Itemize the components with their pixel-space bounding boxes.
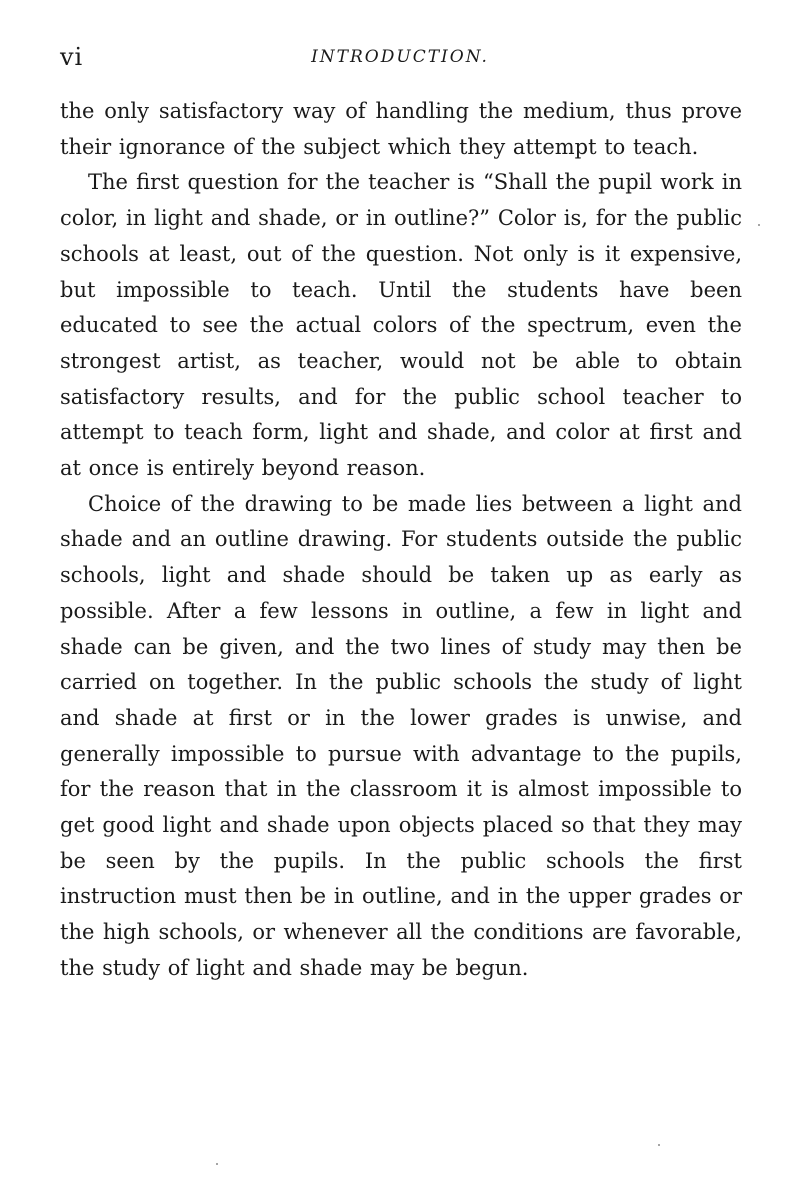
paper-speck — [658, 1144, 660, 1146]
paper-speck — [758, 224, 760, 226]
paragraph-continued: the only satisfactory way of handling the medium, thus prove their ignorance of the subject which they attempt to teach. — [60, 99, 742, 159]
paragraph-choice-of-drawing: Choice of the drawing to be made lies between a light and shade and an outline drawing. For students outside the public schools, light and shade should be taken up as early as possible. After a few lessons in outline, a few in light and shade can be given, and the two lines of study may then be carried on together. In the public schools the study of light and shade at first or in the lower grades is unwise, and generally impossible to pursue with advantage to the pupils, for the reason that in the classroom it is almost impossible to get good light and shade upon objects placed so that they may be seen by the pupils. In the public schools the first instruction must then be in outline, and in the upper grades or the high schools, or whenever all the conditions are favorable, the study of light and shade may be begun. — [60, 491, 742, 980]
paper-speck — [216, 1163, 218, 1165]
body-text — [60, 94, 742, 987]
running-head: INTRODUCTION. — [311, 47, 489, 67]
page-number: vi — [60, 43, 84, 71]
page-header — [60, 40, 740, 74]
paragraph-first-question: The first question for the teacher is “Shall the pupil work in color, in light and shade, or in outline?” Color is, for the public schools at least, out of the question. Not only is it expensive, but impossible to teach. Until the students have been educated to see the actual colors of the spectrum, even the strongest artist, as teacher, would not be able to obtain satisfactory results, and for the public school teacher to attempt to teach form, light and shade, and color at first and at once is entirely beyond reason. — [60, 170, 742, 481]
